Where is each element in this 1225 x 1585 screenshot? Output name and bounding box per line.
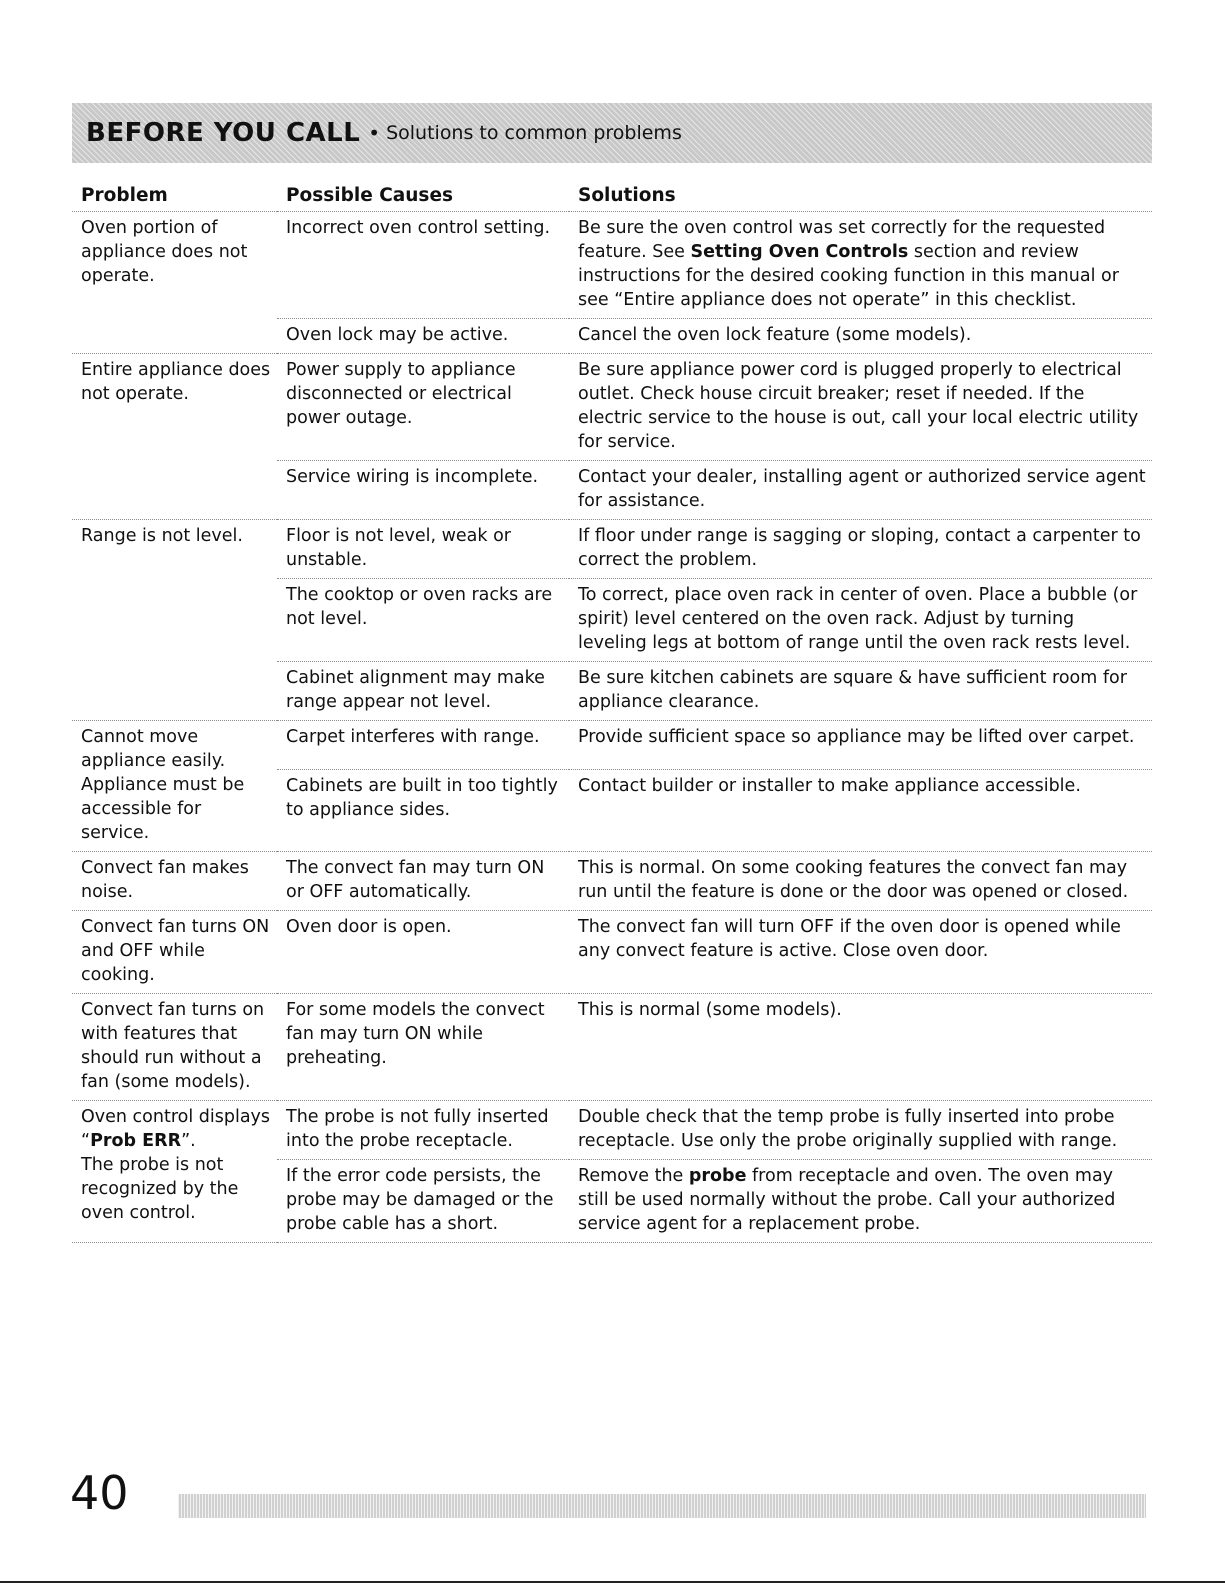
solution-cell: Cancel the oven lock feature (some models). <box>569 319 1152 354</box>
cause-cell: Oven lock may be active. <box>277 319 569 354</box>
cause-cell: Cabinets are built in too tightly to appliance sides. <box>277 769 569 851</box>
solution-cell: Be sure appliance power cord is plugged properly to electrical outlet. Check house circuit breaker; reset if needed. If the electric service to the house is out, call your local electric utility for service. <box>569 354 1152 461</box>
solution-cell: This is normal. On some cooking features the convect fan may run until the feature is done or the door was opened or closed. <box>569 852 1152 911</box>
cause-cell: If the error code persists, the probe may be damaged or the probe cable has a short. <box>277 1160 569 1243</box>
problem-cell <box>72 1101 277 1243</box>
column-header-solutions: Solutions <box>569 182 1152 212</box>
solution-cell: To correct, place oven rack in center of oven. Place a bubble (or spirit) level centered on the oven rack. Adjust by turning leveling legs at bottom of range until the oven rack rests level. <box>569 579 1152 662</box>
problem-cell: Range is not level. <box>72 520 277 721</box>
solution-cell <box>569 212 1152 319</box>
table-row <box>72 354 1152 461</box>
solution-cell <box>569 1160 1152 1243</box>
solution-text: Remove the <box>578 1166 689 1186</box>
table-row <box>72 911 1152 994</box>
table-row <box>72 721 1152 770</box>
page-bottom-rule <box>0 1581 1225 1583</box>
table-row <box>72 852 1152 911</box>
cause-cell: Service wiring is incomplete. <box>277 461 569 520</box>
cause-cell: Incorrect oven control setting. <box>277 212 569 319</box>
problem-text: Oven control displays “ <box>81 1107 271 1151</box>
solution-text: Be sure the oven control was set correctly for the requested feature. See <box>578 218 1106 262</box>
solution-cell: This is normal (some models). <box>569 994 1152 1101</box>
solution-cell: If floor under range is sagging or sloping, contact a carpenter to correct the problem. <box>569 520 1152 579</box>
solution-cell: The convect fan will turn OFF if the oven door is opened while any convect feature is active. Close oven door. <box>569 911 1152 994</box>
solution-cell: Contact builder or installer to make appliance accessible. <box>569 769 1152 851</box>
cause-cell: Oven door is open. <box>277 911 569 994</box>
problem-cell: Convect fan makes noise. <box>72 852 277 911</box>
problem-text: The probe is not recognized by the oven control. <box>81 1155 239 1223</box>
problem-text: ”. <box>181 1131 196 1151</box>
column-header-problem: Problem <box>72 182 277 212</box>
problem-cell: Oven portion of appliance does not operate. <box>72 212 277 354</box>
problem-cell: Entire appliance does not operate. <box>72 354 277 520</box>
problem-cell: Convect fan turns on with features that should run without a fan (some models). <box>72 994 277 1101</box>
cause-cell: The cooktop or oven racks are not level. <box>277 579 569 662</box>
page-subtitle: Solutions to common problems <box>386 122 682 144</box>
solution-bold-text: probe <box>688 1166 747 1186</box>
cause-cell: The probe is not fully inserted into the probe receptacle. <box>277 1101 569 1160</box>
cause-cell: Carpet interferes with range. <box>277 721 569 770</box>
cause-cell: For some models the convect fan may turn ON while preheating. <box>277 994 569 1101</box>
footer-decorative-bar <box>178 1494 1146 1518</box>
table-row <box>72 212 1152 319</box>
solution-cell: Be sure kitchen cabinets are square & have sufficient room for appliance clearance. <box>569 662 1152 721</box>
page-number: 40 <box>70 1466 129 1520</box>
troubleshooting-table <box>72 182 1152 1243</box>
problem-cell: Convect fan turns ON and OFF while cooking. <box>72 911 277 994</box>
table-header-row <box>72 182 1152 212</box>
table-row <box>72 994 1152 1101</box>
page-title: BEFORE YOU CALL <box>86 118 361 148</box>
solution-cell: Contact your dealer, installing agent or authorized service agent for assistance. <box>569 461 1152 520</box>
error-code-text: Prob ERR <box>90 1131 182 1151</box>
table-row <box>72 520 1152 579</box>
problem-cell: Cannot move appliance easily. Appliance must be accessible for service. <box>72 721 277 852</box>
title-separator: • <box>368 121 381 145</box>
solution-bold-text: Setting Oven Controls <box>690 242 909 262</box>
solution-cell: Provide sufficient space so appliance may be lifted over carpet. <box>569 721 1152 770</box>
cause-cell: Power supply to appliance disconnected or electrical power outage. <box>277 354 569 461</box>
solution-text: from receptacle and oven. The oven may still be used normally without the probe. Call your authorized service agent for a replacement probe. <box>578 1166 1116 1234</box>
cause-cell: The convect fan may turn ON or OFF automatically. <box>277 852 569 911</box>
solution-cell: Double check that the temp probe is fully inserted into probe receptacle. Use only the probe originally supplied with range. <box>569 1101 1152 1160</box>
header-banner <box>72 103 1152 163</box>
cause-cell: Floor is not level, weak or unstable. <box>277 520 569 579</box>
table-row <box>72 1101 1152 1160</box>
solution-text: section and review instructions for the desired cooking function in this manual or see “Entire appliance does not operate” in this checklist. <box>578 242 1119 310</box>
column-header-causes: Possible Causes <box>277 182 569 212</box>
cause-cell: Cabinet alignment may make range appear not level. <box>277 662 569 721</box>
